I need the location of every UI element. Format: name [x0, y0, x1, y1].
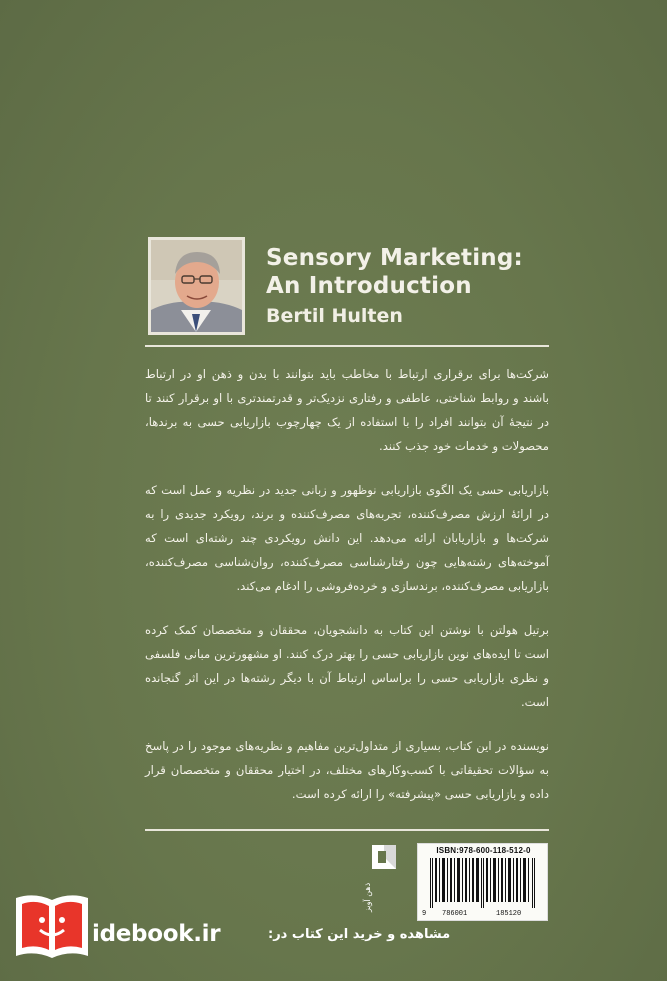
idebook-logo-icon — [12, 890, 92, 962]
top-divider — [145, 345, 549, 347]
publisher-name: ذهن آویز — [363, 882, 372, 912]
watermark-text: مشاهده و خرید این کتاب در: — [268, 927, 451, 942]
watermark-site: idebook.ir — [92, 921, 221, 947]
author-photo — [148, 237, 245, 335]
description-paragraph-4: نویسنده در این کتاب، بسیاری از متداول‌ترین مفاهیم و نظریه‌های موجود را در پاسخ به سؤالات تحقیقاتی با کسب‌وکارهای مختلف، در اختیار محققان و متخصصان قرار داده و بازاریابی حسی «پیشرفته» را ارائه کرده است. — [145, 739, 549, 801]
barcode-digits-left: 786001 — [442, 910, 468, 918]
book-title-line1: Sensory Marketing: — [266, 245, 523, 271]
isbn-barcode — [417, 843, 548, 921]
description-paragraph-3: برتیل هولتن با نوشتن این کتاب به دانشجویان، محققان و متخصصان کمک کرده است تا ایده‌های نوین بازاریابی حسی را بهتر درک کنند. او مشهورترین مبانی فلسفی و نظری بازاریابی حسی را براساس ارتباط آن با دیگر رشته‌ها در این اثر گنجانده است. — [145, 623, 549, 709]
barcode-digit-prefix: 9 — [422, 910, 427, 918]
book-title-line2: An Introduction — [266, 273, 472, 299]
barcode-icon — [424, 858, 543, 908]
barcode-digits-right: 185120 — [496, 910, 522, 918]
book-description — [145, 362, 549, 826]
isbn-label: ISBN:978-600-118-512-0 — [436, 846, 531, 855]
description-paragraph-1: شرکت‌ها برای برقراری ارتباط با مخاطب باید بتوانند با بدن و ذهن او در ارتباط باشند و روابط شناختی، عاطفی و رفتاری نزدیک‌تر و قدرتمندتری با او برقرار کنند تا در نتیجهٔ آن بتوانند افراد را با استفاده از یک چهارچوب بازاریابی حسی به برندها، محصولات و خدمات خود جذب کنند. — [145, 367, 549, 453]
book-title — [266, 244, 626, 300]
book-author: Bertil Hulten — [266, 305, 403, 327]
bottom-divider — [145, 829, 549, 831]
description-paragraph-2: بازاریابی حسی یک الگوی بازاریابی نوظهور و زبانی جدید در نظریه و عمل است که در ارائهٔ ارزش مصرف‌کننده، تجربه‌های مصرف‌کننده و برند، رویکرد جدیدی را به شرکت‌ها و بازاریابان ارائه می‌دهد. این دانش رویکردی چند رشته‌ای است که آموخته‌های رشته‌هایی چون رفتارشناسی مصرف‌کننده، روان‌شناسی مصرف‌کننده، بازاریابی مصرف‌کننده، برندسازی و خرده‌فروشی را ادغام می‌کند. — [145, 483, 549, 593]
